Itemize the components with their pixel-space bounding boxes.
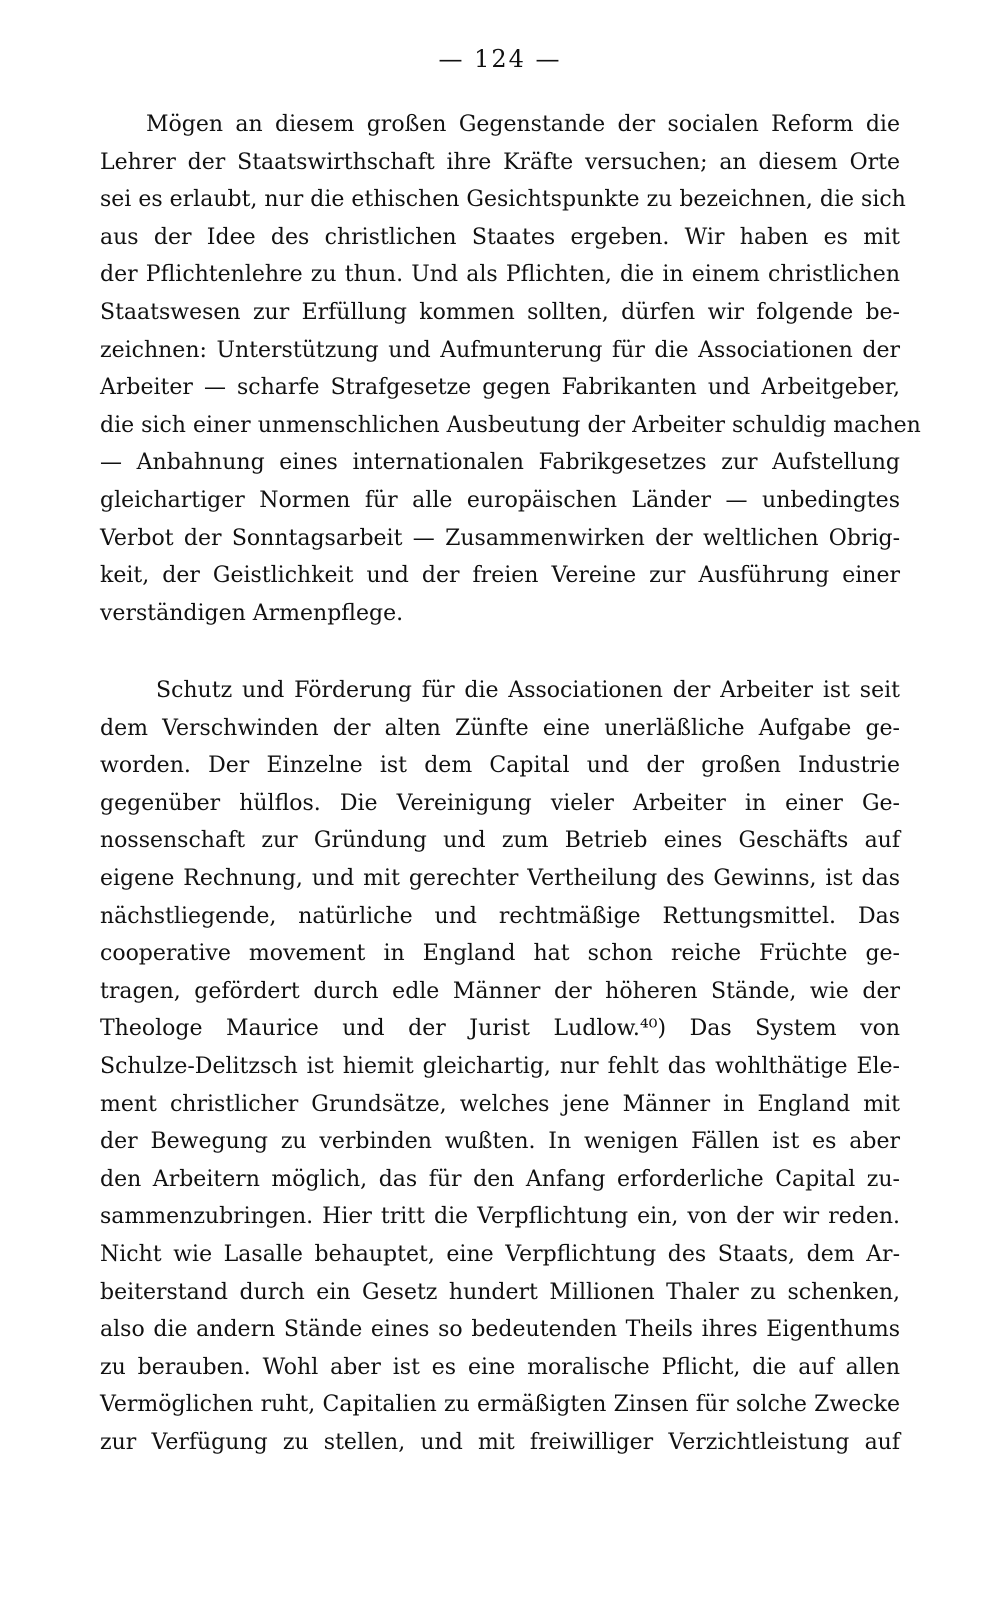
text-line: Lehrer der Staatswirthschaft ihre Kräfte versuchen; an diesem Orte: [100, 149, 900, 175]
text-line: Mögen an diesem großen Gegenstande der socialen Reform die: [146, 112, 900, 137]
text-line: — Anbahnung eines internationalen Fabrikgesetzes zur Aufstellung: [100, 450, 900, 476]
text-line: dem Verschwinden der alten Zünfte eine unerläßliche Aufgabe ge-: [100, 715, 900, 741]
text-line: Arbeiter — scharfe Strafgesetze gegen Fabrikanten und Arbeitgeber,: [100, 375, 900, 401]
text-line: Staatswesen zur Erfüllung kommen sollten, dürfen wir folgende be-: [100, 299, 900, 325]
paragraph-social-reform: [100, 106, 921, 632]
text-line: nossenschaft zur Gründung und zum Betrieb eines Geschäfts auf: [100, 828, 900, 854]
text-line: Nicht wie Lasalle behauptet, eine Verpflichtung des Staats, dem Ar-: [100, 1241, 900, 1267]
text-line: der Bewegung zu verbinden wußten. In wenigen Fällen ist es aber: [100, 1129, 900, 1155]
text-line: nächstliegende, natürliche und rechtmäßige Rettungsmittel. Das: [100, 903, 900, 929]
paragraph-associations: [100, 672, 900, 1461]
text-line: Verbot der Sonntagsarbeit — Zusammenwirken der weltlichen Obrig-: [100, 525, 900, 551]
text-line: zur Verfügung zu stellen, und mit freiwilliger Verzichtleistung auf: [100, 1429, 900, 1455]
text-line: die sich einer unmenschlichen Ausbeutung der Arbeiter schuldig machen: [100, 412, 921, 438]
text-line: tragen, gefördert durch edle Männer der höheren Stände, wie der: [100, 978, 900, 1004]
text-line: gleichartiger Normen für alle europäischen Länder — unbedingtes: [100, 487, 900, 513]
text-line: cooperative movement in England hat schon reiche Früchte ge-: [100, 941, 900, 967]
text-line: sammenzubringen. Hier tritt die Verpflichtung ein, von der wir reden.: [100, 1204, 900, 1230]
page-number: — 124 —: [438, 45, 562, 73]
text-line: also die andern Stände eines so bedeutenden Theils ihres Eigenthums: [100, 1317, 900, 1343]
text-line: zu berauben. Wohl aber ist es eine moralische Pflicht, die auf allen: [100, 1354, 900, 1380]
text-line: Schutz und Förderung für die Associationen der Arbeiter ist seit: [156, 678, 900, 703]
text-line: beiterstand durch ein Gesetz hundert Millionen Thaler zu schenken,: [100, 1279, 900, 1305]
text-line: sei es erlaubt, nur die ethischen Gesichtspunkte zu bezeichnen, die sich: [100, 187, 906, 213]
text-line: ment christlicher Grundsätze, welches jene Männer in England mit: [100, 1091, 900, 1117]
text-line: der Pflichtenlehre zu thun. Und als Pflichten, die in einem christlichen: [100, 262, 900, 288]
text-line: zeichnen: Unterstützung und Aufmunterung für die Associationen der: [100, 337, 900, 363]
text-line: aus der Idee des christlichen Staates ergeben. Wir haben es mit: [100, 224, 900, 250]
text-line: Vermöglichen ruht, Capitalien zu ermäßigten Zinsen für solche Zwecke: [100, 1392, 900, 1418]
text-line: keit, der Geistlichkeit und der freien Vereine zur Ausführung einer: [100, 563, 900, 589]
text-line: worden. Der Einzelne ist dem Capital und der großen Industrie: [100, 753, 900, 779]
text-line: Theologe Maurice und der Jurist Ludlow.⁴⁰) Das System von: [100, 1016, 900, 1042]
text-line: den Arbeitern möglich, das für den Anfang erforderliche Capital zu-: [100, 1166, 900, 1192]
text-line: eigene Rechnung, und mit gerechter Vertheilung des Gewinns, ist das: [100, 865, 900, 891]
text-line: Schulze-Delitzsch ist hiemit gleichartig, nur fehlt das wohlthätige Ele-: [100, 1053, 900, 1079]
text-line: verständigen Armenpflege.: [100, 600, 404, 626]
text-line: gegenüber hülflos. Die Vereinigung vieler Arbeiter in einer Ge-: [100, 790, 900, 816]
